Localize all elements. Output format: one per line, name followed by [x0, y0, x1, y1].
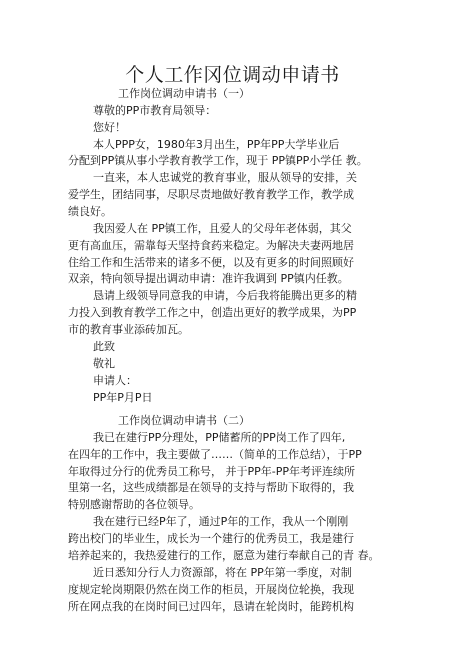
letter1-greeting: 您好！: [93, 121, 126, 134]
letter1-date: PP年P月P日: [93, 391, 153, 404]
letter2-line: 培养起来的，我热爱建行的工作，愿意为建行奉献自己的青 春。: [68, 549, 380, 562]
letter1-line: 本人PPP女，1980年3月出生，PP年PP大学毕业后: [93, 138, 340, 151]
document-title: 个人工作冈位调动申请书: [125, 64, 340, 86]
letter1-applicant: 申请人：: [93, 374, 137, 387]
letter2-line: 度规定轮岗期限仍然在岗工作的柜员，开展岗位轮换，我现: [68, 583, 354, 596]
letter1-line: 双亲，特向领导提出调动申请：准许我调到 PP镇内任教。: [68, 272, 349, 285]
letter1-line: 绩良好。: [68, 205, 112, 218]
letter2-line: 所在网点我的在岗时间已过四年，恳请在轮岗时，能跨机构: [68, 600, 354, 613]
letter1-closing-cizhi: 此致: [93, 340, 115, 353]
letter1-closing-jingli: 敬礼: [93, 357, 115, 370]
letter2-line: 我在建行已经P年了，通过P年的工作，我从一个刚刚: [93, 515, 349, 528]
letter2-line: 跨出校门的毕业生，成长为一个建行的优秀员工，我是建行: [68, 532, 354, 545]
letter1-line: 市的教育事业添砖加瓦。: [68, 323, 189, 336]
letter2-line: 年取得过分行的优秀员工称号， 并于PP年-PP年考评连续所: [68, 465, 355, 478]
letter1-line: 分配到PP镇从事小学教育教学工作，现于 PP镇PP小学任 教。: [68, 154, 368, 167]
letter1-line: 力投入到教育教学工作之中，创造出更好的教学成果，为PP: [68, 306, 357, 319]
letter1-salutation: 尊敬的PP市教育局领导：: [93, 104, 217, 117]
letter1-line: 住给工作和生活带来的诸多不便，以及有更多的时间照顾好: [68, 256, 354, 269]
letter1-line: 更有高血压，需靠每天坚持食药来稳定。为解决夫妻两地居: [68, 239, 354, 252]
letter1-line: 爱学生，团结同事，尽职尽责地做好教育教学工作，教学成: [68, 188, 354, 201]
letter1-line: 我因爱人在 PP镇工作，且爱人的父母年老体弱，其父: [93, 222, 352, 235]
letter2-line: 在四年的工作中，我主要做了……（简单的工作总结），于PP: [68, 448, 362, 461]
letter2-line: 特别感谢帮助的各位领导。: [68, 498, 200, 511]
letter2-heading: 工作岗位调动申请书（二）: [118, 414, 250, 427]
letter1-line: 一直来，本人忠诚党的教育事业，服从领导的安排，关: [93, 171, 357, 184]
letter2-line: 近日悉知分行人力资源部，将在 PP年第一季度，对制: [93, 566, 352, 579]
letter2-line: 里第一名，这些成绩都是在领导的支持与帮助下取得的，我: [68, 481, 354, 494]
letter1-heading: 工作岗位调动申请书（一）: [118, 87, 250, 100]
letter1-line: 恳请上级领导同意我的申请，今后我将能腾出更多的精: [93, 289, 357, 302]
letter2-line: 我已在建行PP分理处，PP储蓄所的PP岗工作了四年,: [93, 431, 346, 444]
